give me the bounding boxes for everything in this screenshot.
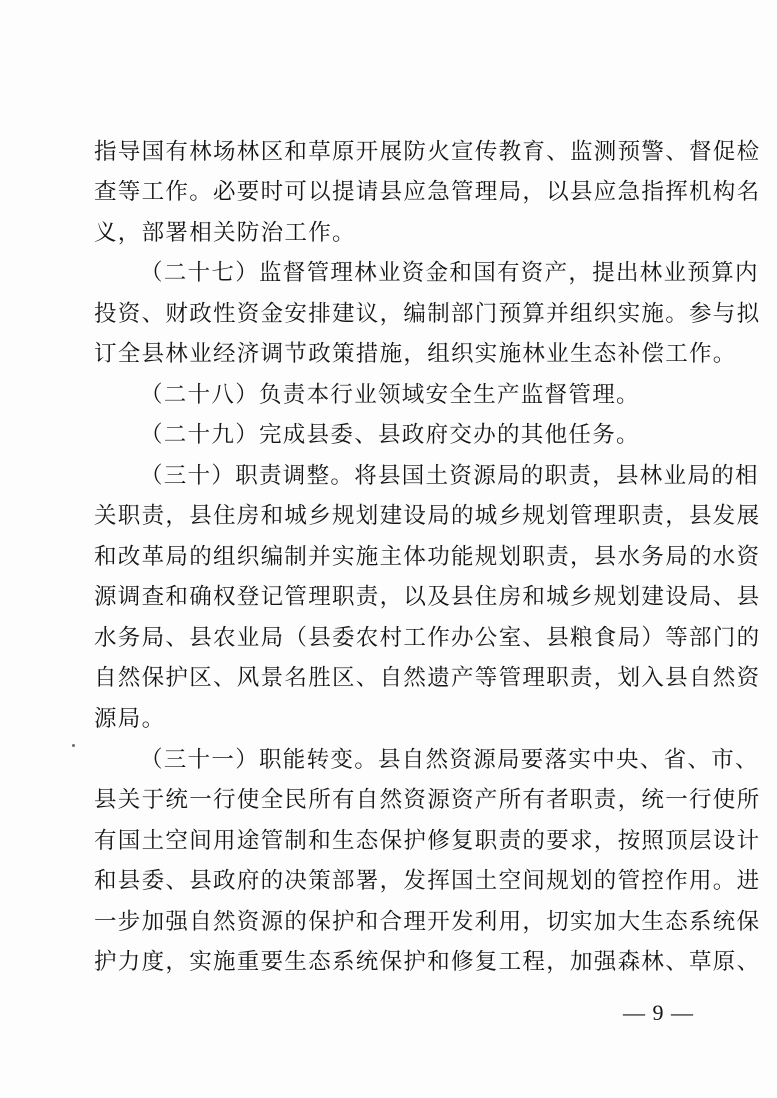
text-line-17: 县关于统一行使全民所有自然资源资产所有者职责，统一行使所 xyxy=(94,787,761,813)
text-line-11: 和改革局的组织编制并实施主体功能规划职责，县水务局的水资 xyxy=(94,544,761,570)
text-line-9: （三十）职责调整。将县国土资源局的职责，县林业局的相 xyxy=(140,463,759,489)
text-line-14: 自然保护区、风景名胜区、自然遗产等管理职责，划入县自然资 xyxy=(94,665,761,691)
text-line-7: （二十八）负责本行业领域安全生产监督管理。 xyxy=(140,382,640,408)
text-line-20: 一步加强自然资源的保护和合理开发利用，切实加大生态系统保 xyxy=(94,909,761,935)
text-line-16: （三十一）职能转变。县自然资源局要落实中央、省、市、 xyxy=(140,747,759,773)
text-line-18: 有国土空间用途管制和生态保护修复职责的要求，按照顶层设计 xyxy=(94,828,761,854)
text-line-4: （二十七）监督管理林业资金和国有资产，提出林业预算内 xyxy=(140,260,759,286)
page-number: — 9 — xyxy=(623,1000,694,1025)
text-line-13: 水务局、县农业局（县委农村工作办公室、县粮食局）等部门的 xyxy=(94,625,761,651)
text-line-3: 义，部署相关防治工作。 xyxy=(94,220,356,246)
scan-speck xyxy=(72,744,75,747)
text-line-21: 护力度，实施重要生态系统保护和修复工程，加强森林、草原、 xyxy=(94,949,761,975)
text-line-15: 源局。 xyxy=(94,706,166,732)
text-line-8: （二十九）完成县委、县政府交办的其他任务。 xyxy=(140,422,640,448)
text-line-5: 投资、财政性资金安排建议，编制部门预算并组织实施。参与拟 xyxy=(94,301,761,327)
text-line-10: 关职责，县住房和城乡规划建设局的城乡规划管理职责，县发展 xyxy=(94,503,761,529)
text-line-19: 和县委、县政府的决策部署，发挥国土空间规划的管控作用。进 xyxy=(94,868,761,894)
text-line-2: 查等工作。必要时可以提请县应急管理局，以县应急指挥机构名 xyxy=(94,179,761,205)
text-line-12: 源调查和确权登记管理职责，以及县住房和城乡规划建设局、县 xyxy=(94,584,761,610)
text-line-6: 订全县林业经济调节政策措施，组织实施林业生态补偿工作。 xyxy=(94,341,737,367)
text-line-1: 指导国有林场林区和草原开展防火宣传教育、监测预警、督促检 xyxy=(94,139,761,165)
